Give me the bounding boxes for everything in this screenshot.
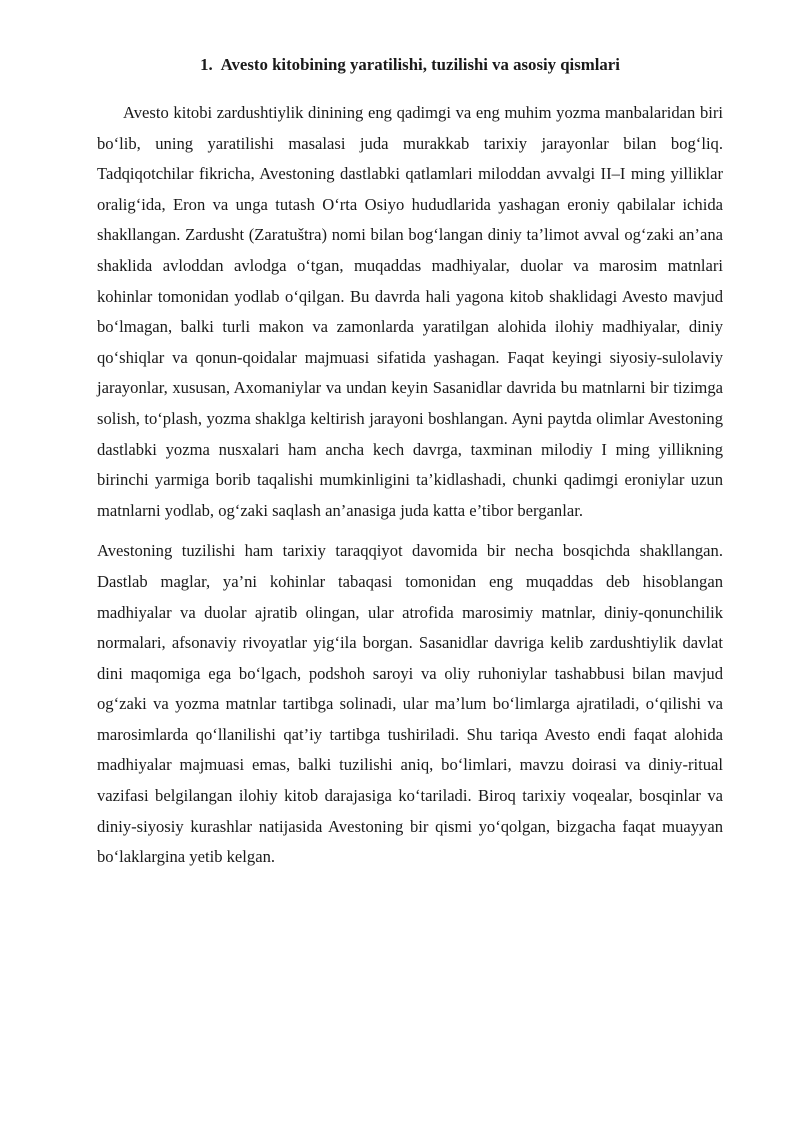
section-number: 1. [200,55,213,74]
paragraph-structure: Avestoning tuzilishi ham tarixiy taraqqiyot davomida bir necha bosqichda shakllangan. Dastlab maglar, ya’ni kohinlar tabaqasi tomonidan eng muqaddas deb hisoblangan madhiyalar va duolar ajratib olingan, ular atrofida marosimiy matnlar, diniy-qonunchilik normalari, afsonaviy rivoyatlar yig‘ila borgan. Sasanidlar davriga kelib zardushtiylik davlat dini maqomiga ega bo‘lgach, podshoh saroyi va oliy ruhoniylar tashabbusi bilan mavjud og‘zaki va yozma matnlar tartibga solinadi, ular ma’lum bo‘limlarga ajratiladi, o‘qilishi va marosimlarda qo‘llanilishi qat’iy tartibga tushiriladi. Shu tariqa Avesto endi faqat alohida madhiyalar majmuasi emas, balki tuzilishi aniq, bo‘limlari, mavzu doirasi va diniy-ritual vazifasi belgilangan ilohiy kitob darajasiga ko‘tariladi. Biroq tarixiy voqealar, bosqinlar va diniy-siyosiy kurashlar natijasida Avestoning bir qismi yo‘qolgan, bizgacha faqat muayyan bo‘laklargina yetib kelgan. [97,541,723,867]
section-heading [97,52,723,78]
paragraph-creation: Avesto kitobi zardushtiylik dinining eng qadimgi va eng muhim yozma manbalaridan biri bo‘lib, uning yaratilishi masalasi juda murakkab tarixiy jarayonlar bilan bog‘liq. Tadqiqotchilar fikricha, Avestoning dastlabki qatlamlari miloddan avvalgi II–I ming yilliklar oralig‘ida, Eron va unga tutash O‘rta Osiyo hududlarida yashagan eroniy qabilalar ichida shakllangan. Zardusht (Zaratuštra) nomi bilan bog‘langan diniy ta’limot avval og‘zaki an’ana shaklida avloddan avlodga o‘tgan, muqaddas madhiyalar, duolar va marosim matnlari kohinlar tomonidan yodlab o‘qilgan. Bu davrda hali yagona kitob shaklidagi Avesto mavjud bo‘lmagan, balki turli makon va zamonlarda yaratilgan alohida ilohiy madhiyalar, diniy qo‘shiqlar va qonun-qoidalar majmuasi sifatida yashagan. Faqat keyingi siyosiy-sulolaviy jarayonlar, xususan, Axomaniylar va undan keyin Sasanidlar davrida bu matnlarni bir tizimga solish, to‘plash, yozma shaklga keltirish jarayoni boshlangan. Ayni paytda olimlar Avestoning dastlabki yozma nusxalari ham ancha kech davrga, taxminan milodiy I ming yillikning birinchi yarmiga borib taqalishi mumkinligini ta’kidlashadi, chunki qadimgi eroniylar uzun matnlarni yodlab, og‘zaki saqlash an’anasiga juda katta e’tibor berganlar. [97,103,723,520]
document-page [97,52,723,873]
section-title: Avesto kitobining yaratilishi, tuzilishi va asosiy qismlari [220,55,620,74]
